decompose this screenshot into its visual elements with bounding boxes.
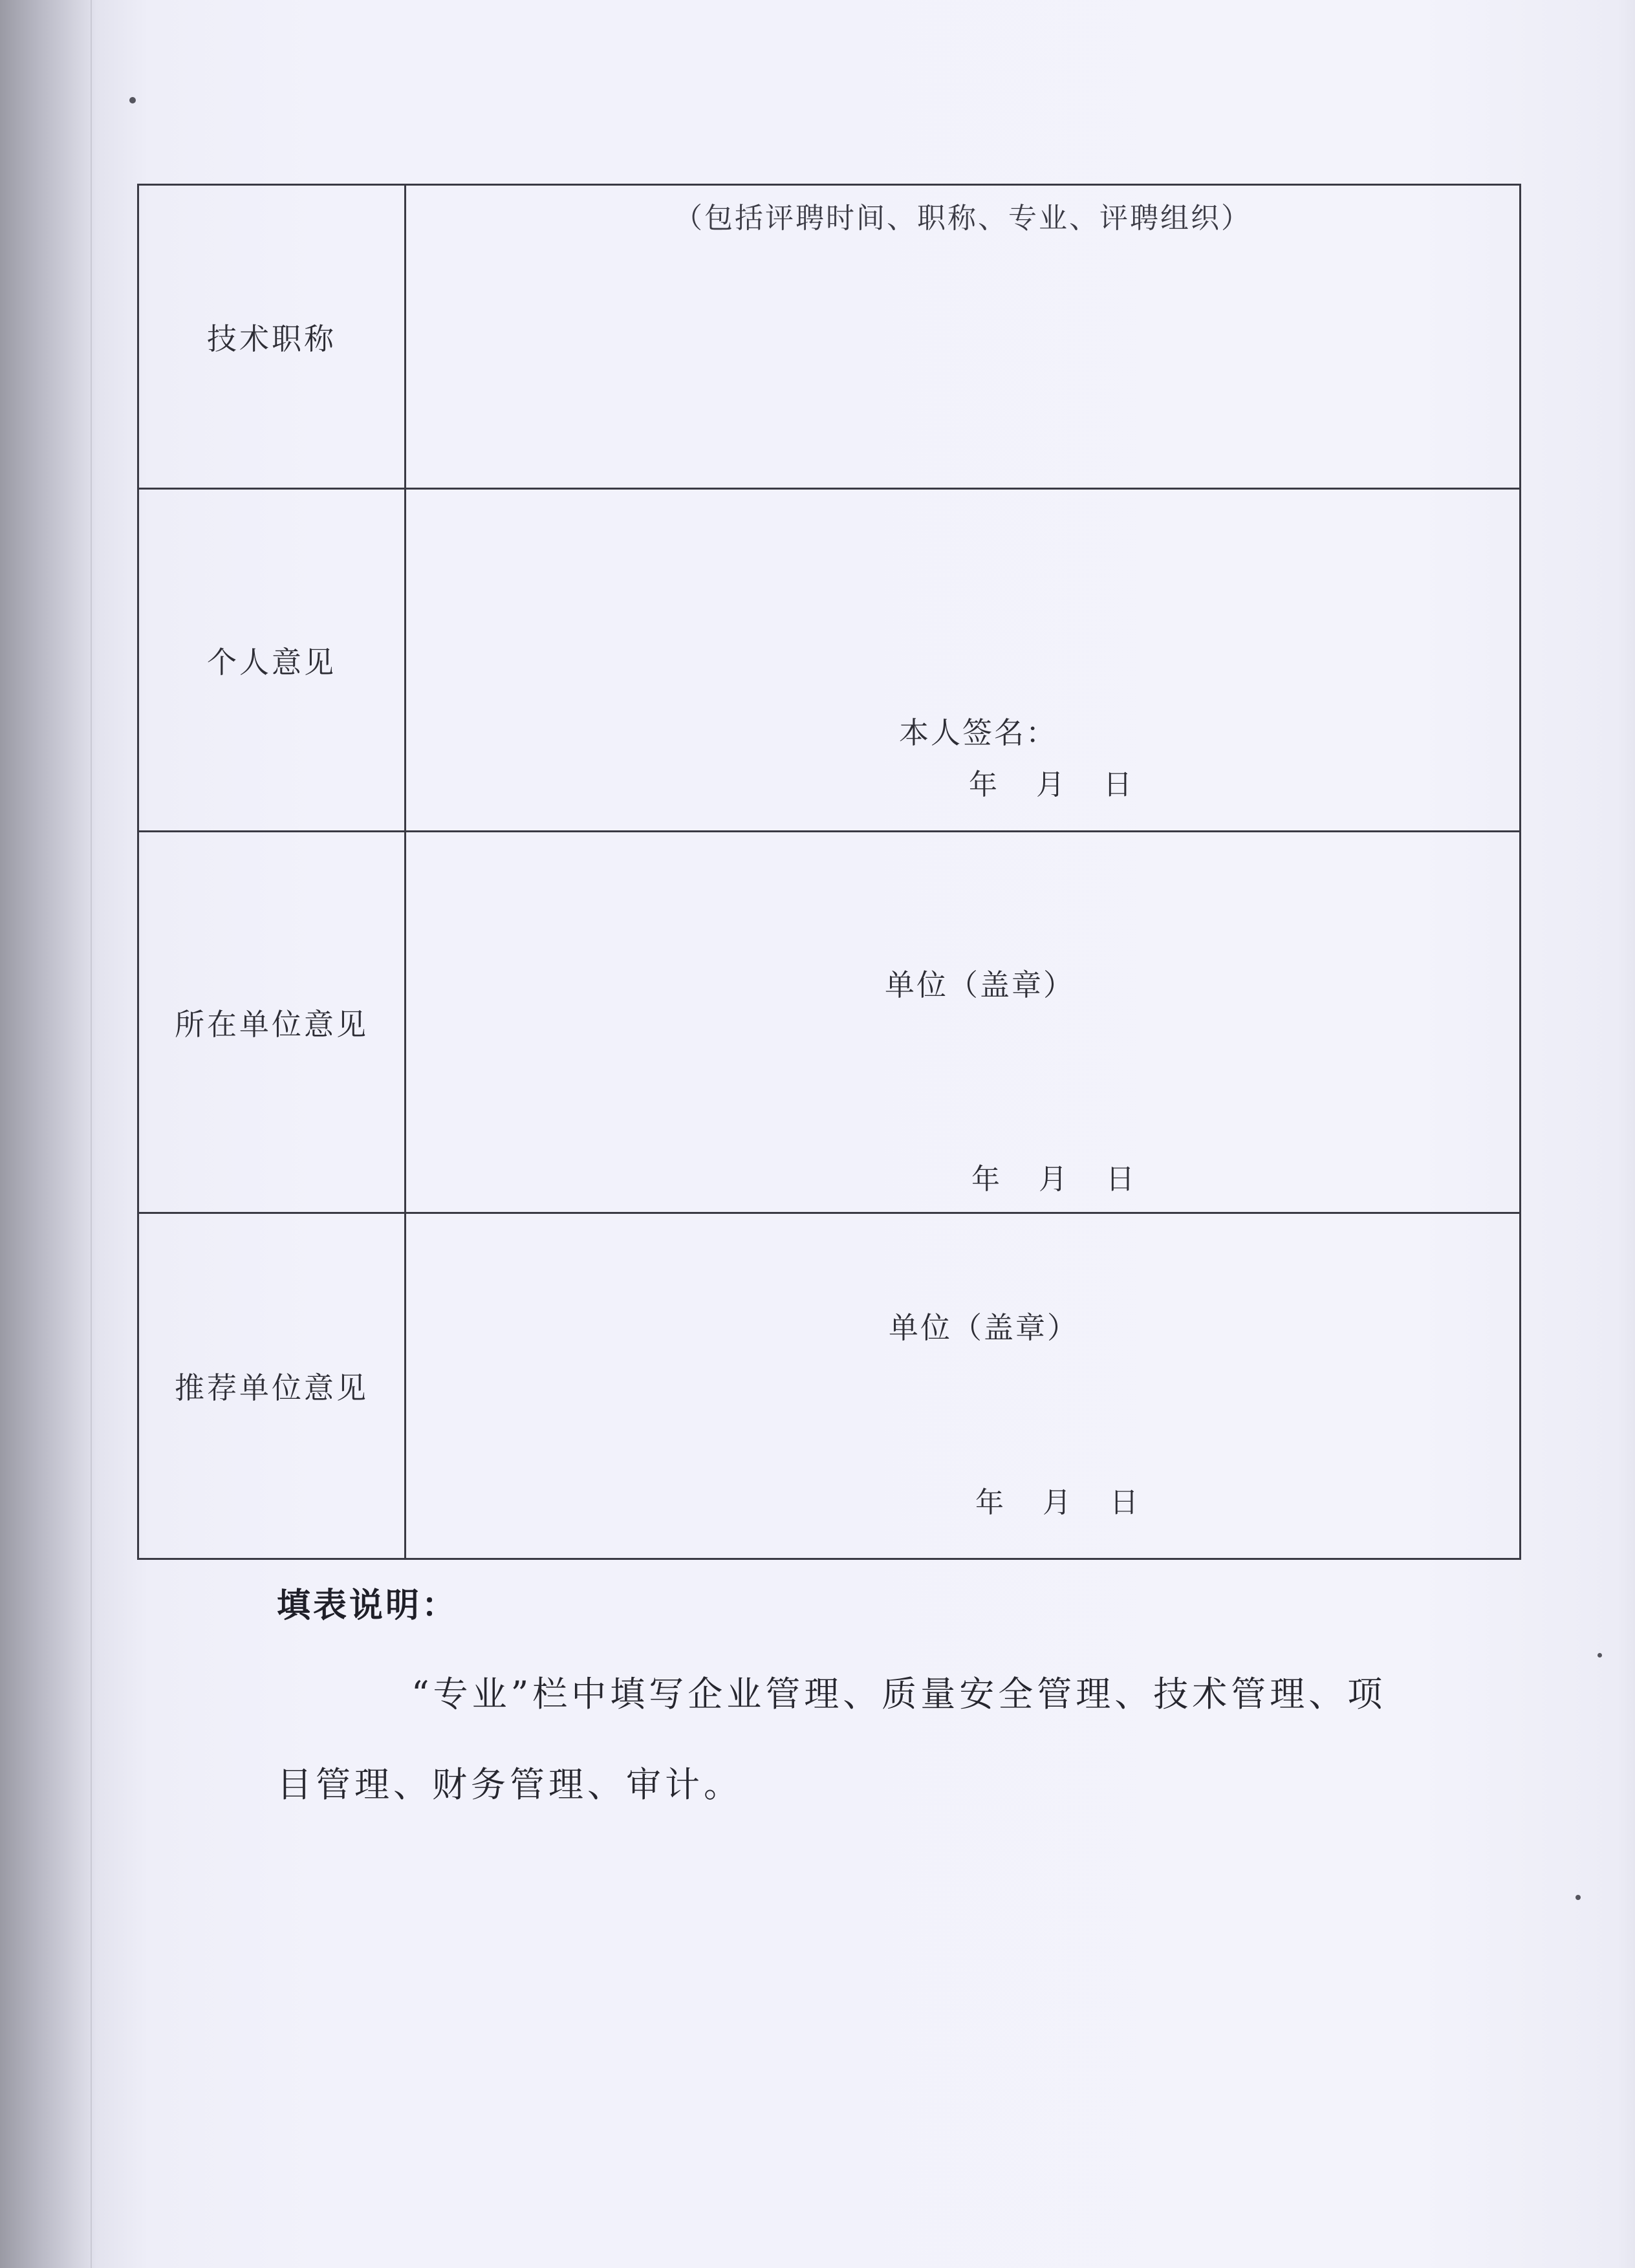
day-label: 日 bbox=[1103, 768, 1132, 801]
technical-title-note: （包括评聘时间、职称、专业、评聘组织） bbox=[674, 202, 1251, 235]
signature-label: 本人签名： bbox=[899, 715, 1057, 750]
personal-opinion-field[interactable] bbox=[406, 489, 1521, 832]
year-label: 年 bbox=[969, 768, 997, 801]
form-table bbox=[137, 184, 1521, 1560]
row-recommender-opinion bbox=[138, 1213, 1521, 1559]
application-form-table bbox=[137, 184, 1521, 1558]
label-recommender-opinion: 推荐单位意见 bbox=[138, 1213, 406, 1559]
month-label: 月 bbox=[1036, 768, 1065, 801]
recommender-opinion-field[interactable] bbox=[406, 1213, 1521, 1559]
gutter-line bbox=[91, 0, 92, 2268]
label-employer-opinion: 所在单位意见 bbox=[138, 832, 406, 1213]
date-row bbox=[971, 1156, 1134, 1197]
month-label: 月 bbox=[1043, 1486, 1071, 1519]
row-personal-opinion bbox=[138, 489, 1521, 832]
year-label: 年 bbox=[971, 1163, 1000, 1196]
technical-title-field[interactable] bbox=[406, 185, 1521, 489]
date-row bbox=[969, 761, 1132, 803]
row-technical-title bbox=[138, 185, 1521, 489]
instructions-body: “专业”栏中填写企业管理、质量安全管理、技术管理、项目管理、财务管理、审计。 bbox=[277, 1674, 1387, 1805]
row-employer-opinion bbox=[138, 832, 1521, 1213]
unit-seal-label: 单位（盖章） bbox=[889, 1310, 1079, 1345]
month-label: 月 bbox=[1039, 1163, 1067, 1196]
employer-opinion-field[interactable] bbox=[406, 832, 1521, 1213]
scan-speck bbox=[129, 97, 136, 103]
day-label: 日 bbox=[1106, 1163, 1134, 1196]
day-label: 日 bbox=[1110, 1486, 1138, 1519]
unit-seal-label: 单位（盖章） bbox=[885, 967, 1075, 1002]
scan-speck bbox=[1597, 1653, 1602, 1658]
label-technical-title: 技术职称 bbox=[138, 185, 406, 489]
instructions-title: 填表说明： bbox=[277, 1586, 459, 1625]
scan-speck bbox=[1575, 1895, 1581, 1900]
label-personal-opinion: 个人意见 bbox=[138, 489, 406, 832]
date-row bbox=[975, 1479, 1138, 1520]
year-label: 年 bbox=[975, 1486, 1004, 1519]
